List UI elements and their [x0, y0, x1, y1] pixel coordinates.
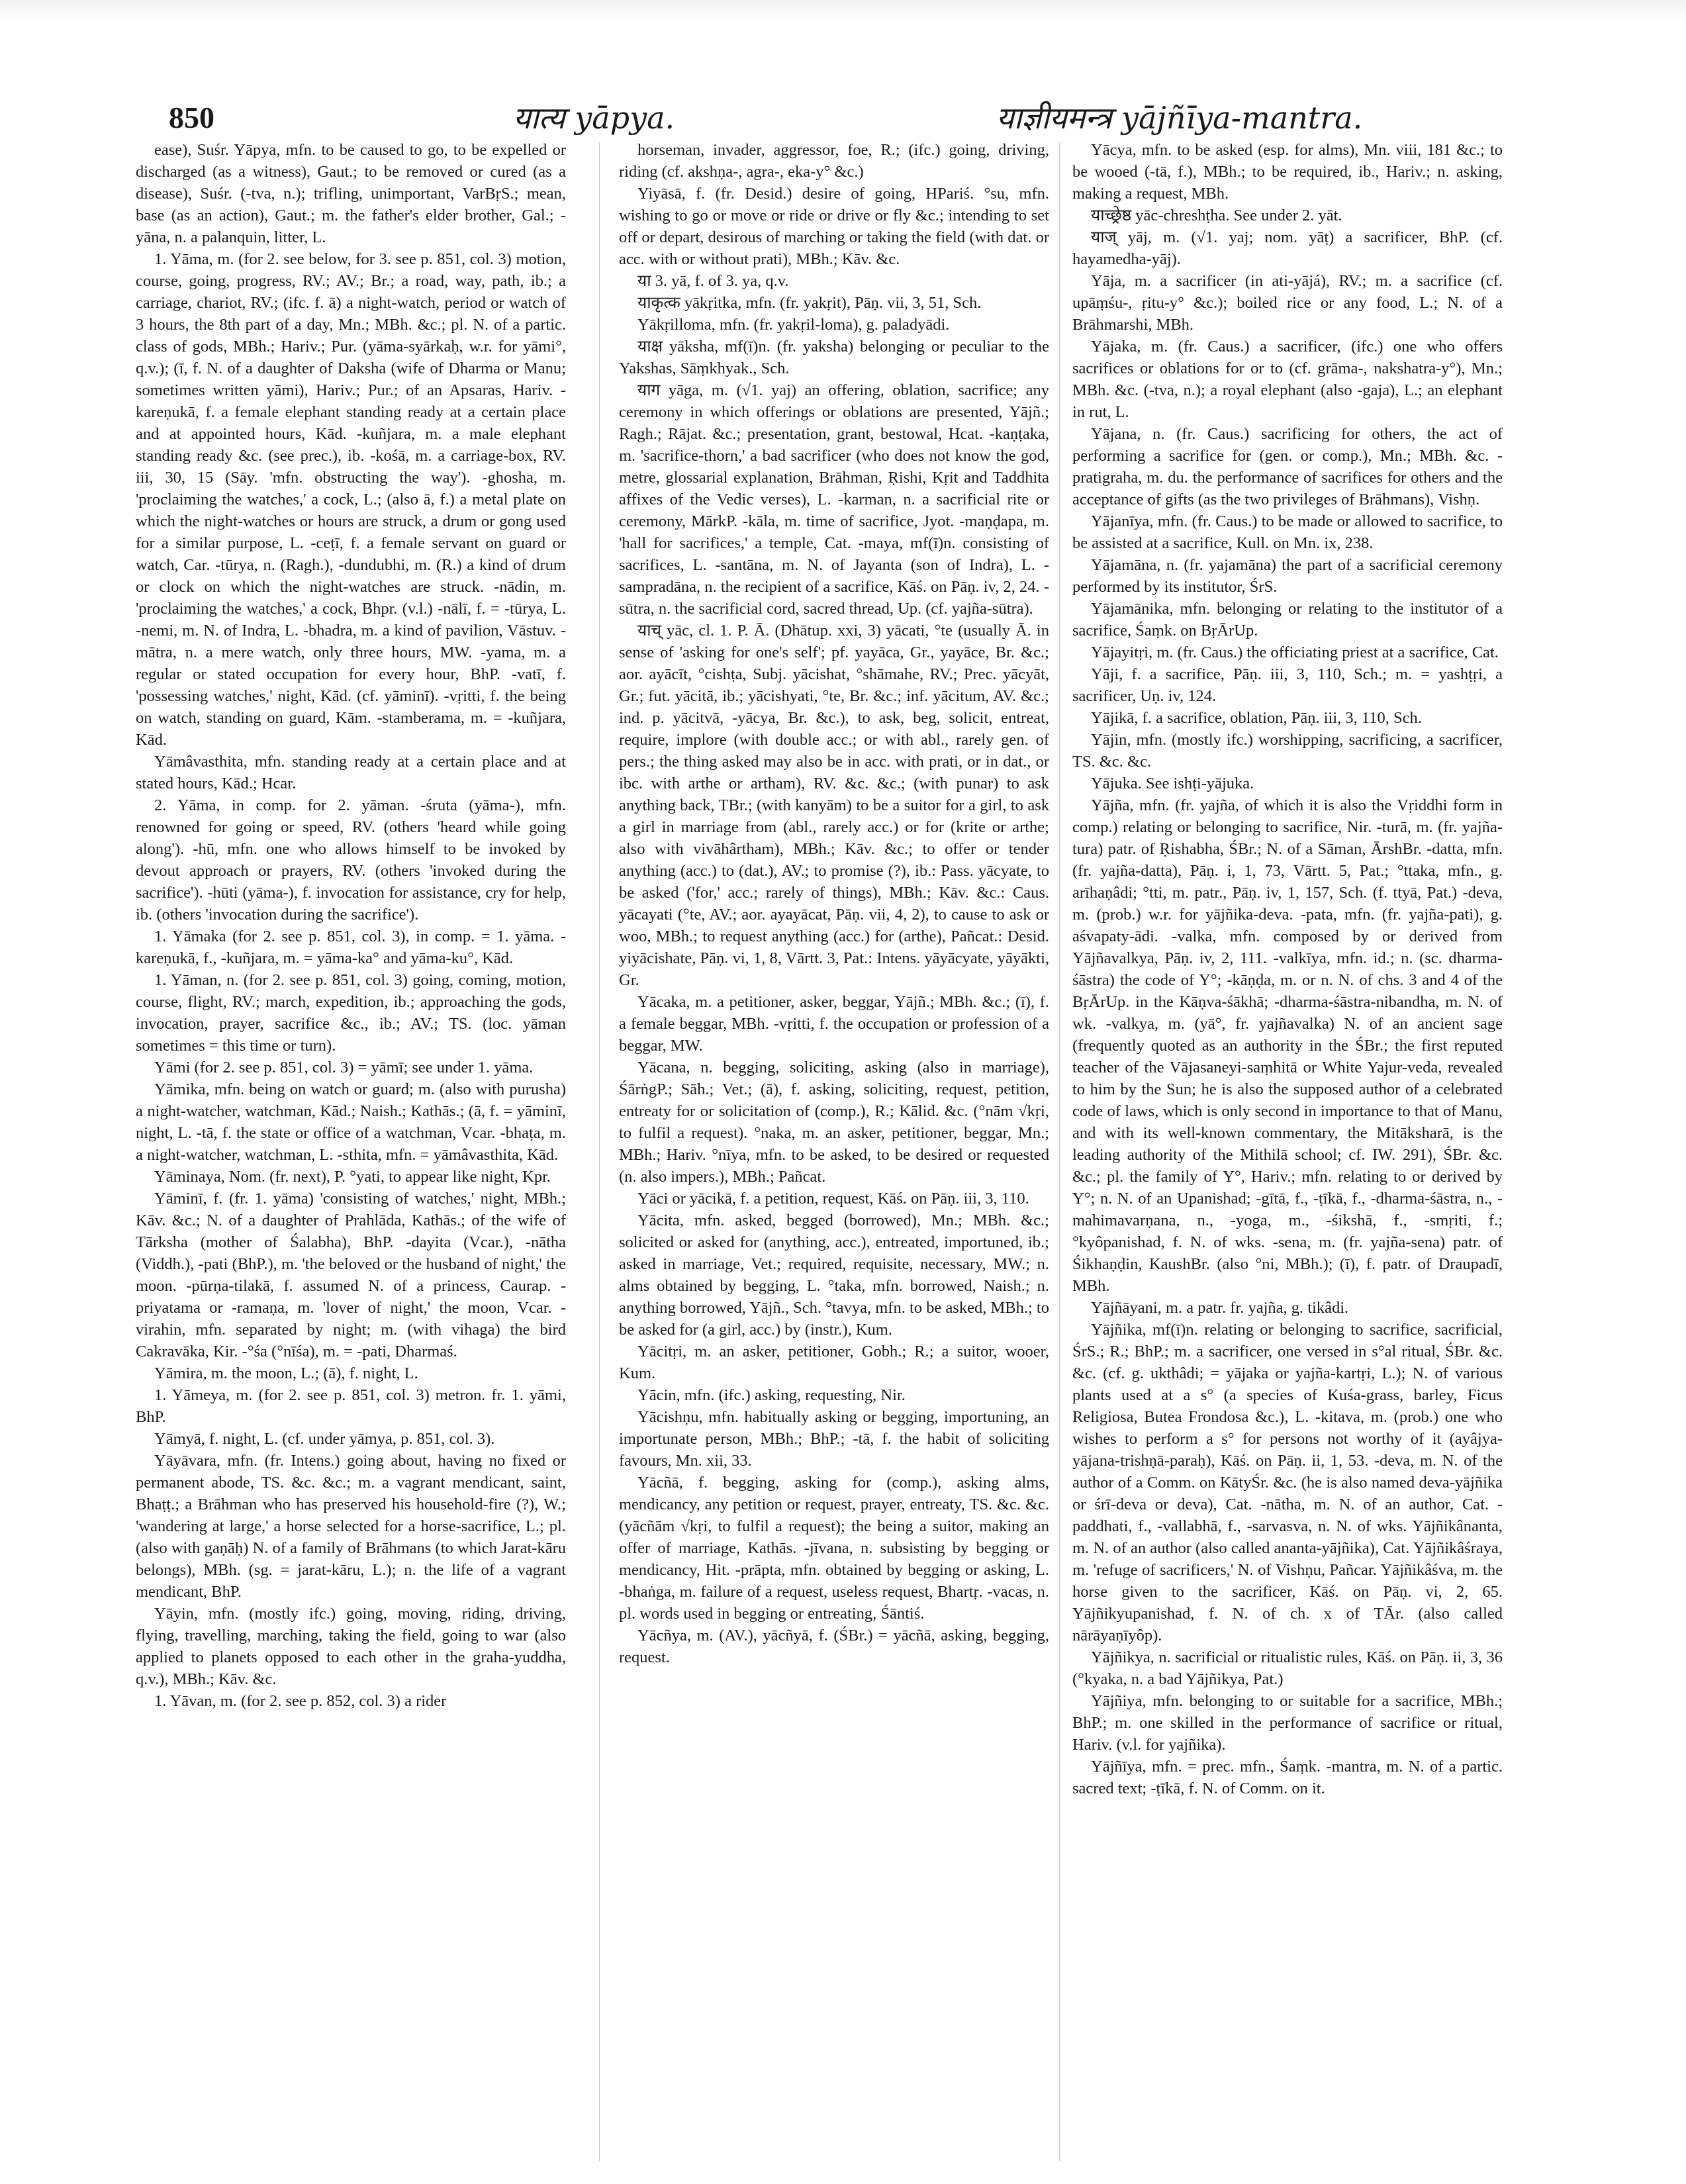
- guide-word-left: यात्य yāpya.: [513, 100, 675, 136]
- dictionary-entry: Yājñiya, mfn. belonging to or suitable for a sacrifice, MBh.; BhP.; m. one skilled in the performance of sacrifice or ritual, Hariv. (v.l. for yajñika).: [1072, 1692, 1503, 1754]
- dictionary-entry: याच्छ्रेष्ठ yāc-chreshṭha. See under 2. yāt.: [1091, 207, 1342, 224]
- dictionary-entry: Yājanīya, mfn. (fr. Caus.) to be made or allowed to sacrifice, to be assisted at a sacrifice, Kull. on Mn. ix, 238.: [1072, 512, 1503, 552]
- scan-edge: [0, 0, 1686, 23]
- dictionary-entry: Yācin, mfn. (ifc.) asking, requesting, Nir.: [637, 1386, 906, 1404]
- dictionary-entry: Yājin, mfn. (mostly ifc.) worshipping, sacrificing, a sacrificer, TS. &c. &c.: [1072, 731, 1503, 771]
- dictionary-entry: Yācana, n. begging, soliciting, asking (also in marriage), ŚārṅgP.; Sāh.; Vet.; (ā), f. asking, soliciting, request, petition, entreaty for or solicitation of (comp.), R.; Kālid. &c. (°nām √kṛi, to fulfil a request). °naka, m. an asker, petitioner, beggar, Mn.; MBh.; Hariv. °nīya, mfn. to be asked, to be desired or requested (n. also impers.), MBh.; Pañcat.: [619, 1059, 1049, 1186]
- column-divider: [599, 142, 600, 2161]
- dictionary-entry: Yājñika, mf(ī)n. relating or belonging to sacrifice, sacrificial, ŚrS.; R.; BhP.; m. a sacrificer, one versed in s°al ritual, ŚBr. &c. &c. (cf. g. ukthâdi; = yājaka or yajña-kartṛi, L.); N. of various plants used at a s° (a species of Kuśa-grass, barley, Ficus Religiosa, Butea Frondosa &c.), L. -kitava, m. (prob.) one who wishes to perform a s° for persons not worthy of it (ayâjya-yājana-trishṇā-paraḥ), Kāś. on Pāṇ. ii, 1, 53. -deva, m. N. of the author of a Comm. on KātyŚr. &c. (he is also named deva-yājñika or śrī-deva or deva), Cat. -nātha, m. N. of an author, Cat. -paddhati, f., -vallabhā, f., -sarvasva, n. N. of wks. Yājñikânanta, m. N. of an author (also called ananta-yājñika), Cat. Yājñikâśraya, m. 'refuge of sacrificers,' N. of Vishṇu, Pañcar. Yājñikâśva, m. the horse given to the sacrificer, Kāś. on Pāṇ. vi, 2, 65. Yājñikyupanishad, f. N. of ch. x of TĀr. (also called nārāyaṇīyôp).: [1072, 1321, 1503, 1644]
- column-divider: [1059, 142, 1060, 2161]
- dictionary-entry: Yācñya, m. (AV.), yācñyā, f. (ŚBr.) = yācñā, asking, begging, request.: [619, 1627, 1049, 1666]
- dictionary-entry: Yācishṇu, mfn. habitually asking or begging, importuning, an importunate person, MBh.; BhP.; -tā, f. the habit of soliciting favours, Mn. xii, 33.: [619, 1408, 1049, 1470]
- dictionary-entry: 1. Yāmeya, m. (for 2. see p. 851, col. 3) metron. fr. 1. yāmi, BhP.: [136, 1386, 566, 1426]
- dictionary-column-3: [1072, 139, 1503, 2165]
- dictionary-entry: Yāyāvara, mfn. (fr. Intens.) going about, having no fixed or permanent abode, TS. &c. &c.; m. a vagrant mendicant, saint, Bhaṭṭ.; a Brāhman who has preserved his household-fire (?), W.; 'wandering at large,' a horse selected for a horse-sacrifice, L.; pl. (also with gaṇāḥ) N. of a family of Brāhmans (to which Jarat-kāru belongs), MBh. (sg. = jarat-kāru, L.); n. the life of a vagrant mendicant, BhP.: [136, 1452, 566, 1601]
- dictionary-entry: Yājña, mfn. (fr. yajña, of which it is also the Vṛiddhi form in comp.) relating or belonging to sacrifice, Nir. -turā, m. (fr. yajña-tura) patr. of Ṛishabha, ŚBr.; N. of a Sāman, ĀrshBr. -datta, mfn. (fr. yajña-datta), Pāṇ. i, 1, 73, Vārtt. 5, Pat.; °ttaka, mfn., g. arīhaṇâdi; °tti, m. patr., Pāṇ. iv, 1, 157, Sch. (f. ttyā, Pat.) -deva, m. (prob.) w.r. for yājñika-deva. -pata, mfn. (fr. yajña-pati), g. aśvapaty-ādi. -valka, mfn. composed by or derived from Yājñavalkya, Pāṇ. iv, 2, 111. -valkīya, mfn. id.; n. (sc. dharma-śāstra) the code of Y°; -kāṇḍa, m. or n. N. of chs. 3 and 4 of the BṛĀrUp. in the Kāṇva-śākhā; -dharma-śāstra-nibandha, m. N. of wk. -valkya, m. (yā°, fr. yajñavalka) N. of an ancient sage (frequently quoted as an authority in the ŚBr.; the first reputed teacher of the Vājasaneyi-saṃhitā or White Yajur-veda, revealed to him by the Sun; he is also the supposed author of a celebrated code of laws, which is only second in importance to that of Manu, and with its well-known commentary, the Mitāksharā, is the leading authority of the Mithilā school; cf. IW. 291), ŚBr. &c. &c.; pl. the family of Y°, Hariv.; mfn. relating to or derived by Y°; n. N. of an Upanishad; -gītā, f., -ṭīkā, f., -dharma-śāstra, n., -mahimavarṇana, n., -yoga, m., -śikshā, f., -smṛiti, f.; °kyôpanishad, f. N. of wks. -sena, m. (fr. yajña-sena) patr. of Śikhaṇḍin, KaushBr. (also °ni, MBh.); (ī), f. patr. of Draupadī, MBh.: [1072, 796, 1503, 1295]
- dictionary-entry: Yāja, m. a sacrificer (in ati-yājá), RV.; m. a sacrifice (cf. upāṃśu-, ṛitu-y° &c.); boiled rice or any food, L.; N. of a Brāhmarshi, MBh.: [1072, 272, 1503, 334]
- dictionary-entry: 1. Yāmaka (for 2. see p. 851, col. 3), in comp. = 1. yāma. -kareṇukā, f., -kuñjara, m. = yāma-ka° and yāma-ku°, Kād.: [136, 927, 566, 967]
- dictionary-entry: Yājana, n. (fr. Caus.) sacrificing for others, the act of performing a sacrifice for (gen. or comp.), Mn.; MBh. &c. -pratigraha, m. du. the performance of sacrifices for others and the acceptance of gifts (as the two privileges of Brāhmans), Vishṇ.: [1072, 425, 1503, 508]
- dictionary-entry: Yājayitṛi, m. (fr. Caus.) the officiating priest at a sacrifice, Cat.: [1091, 643, 1499, 661]
- dictionary-entry: Yājuka. See ishṭi-yājuka.: [1091, 775, 1254, 792]
- dictionary-entry: याक्ष yāksha, mf(ī)n. (fr. yaksha) belonging or peculiar to the Yakshas, Sāṃkhyak., Sch.: [619, 338, 1049, 377]
- dictionary-entry: याकृत्क yākṛitka, mfn. (fr. yakṛit), Pāṇ. vii, 3, 51, Sch.: [637, 294, 982, 312]
- dictionary-entry: याज् yāj, m. (√1. yaj; nom. yāṭ) a sacrificer, BhP. (cf. hayamedha-yāj).: [1072, 228, 1503, 268]
- dictionary-entry: Yāji, f. a sacrifice, Pāṇ. iii, 3, 110, Sch.; m. = yashṭṛi, a sacrificer, Uṇ. iv, 124.: [1072, 665, 1503, 705]
- dictionary-entry: या 3. yā, f. of 3. ya, q.v.: [637, 272, 789, 290]
- dictionary-entry: Yāmâvasthita, mfn. standing ready at a certain place and at stated hours, Kād.; Hcar.: [136, 753, 566, 792]
- dictionary-entry: Yājñikya, n. sacrificial or ritualistic rules, Kāś. on Pāṇ. ii, 3, 36 (°kyaka, n. a bad Yājñikya, Pat.): [1072, 1648, 1503, 1688]
- dictionary-entry: Yākṛilloma, mfn. (fr. yakṛil-loma), g. paladyādi.: [637, 316, 950, 334]
- dictionary-entry: Yājamānika, mfn. belonging or relating to the institutor of a sacrifice, Śaṃk. on BṛĀrUp.: [1072, 600, 1503, 640]
- dictionary-entry: Yācita, mfn. asked, begged (borrowed), Mn.; MBh. &c.; solicited or asked for (anything, acc.), entreated, importuned, ib.; asked in marriage, Vet.; required, requisite, necessary, MW.; n. alms obtained by begging, L. °taka, mfn. borrowed, Naish.; n. anything borrowed, Yājñ., Sch. °tavya, mfn. to be asked, MBh.; to be asked for (a girl, acc.) by (instr.), Kum.: [619, 1211, 1049, 1339]
- dictionary-entry: Yāmyā, f. night, L. (cf. under yāmya, p. 851, col. 3).: [154, 1430, 495, 1448]
- dictionary-entry: 1. Yāman, n. (for 2. see p. 851, col. 3) going, coming, motion, course, flight, RV.; march, expedition, ib.; approaching the gods, invocation, prayer, sacrifice &c., ib.; AV.; TS. (loc. yāman sometimes = this time or turn).: [136, 971, 566, 1055]
- page-number: 850: [169, 101, 214, 134]
- dictionary-entry: Yāmika, mfn. being on watch or guard; m. (also with purusha) a night-watcher, watchman, Kād.; Naish.; Kathās.; (ā, f. = yāminī, night, L. -tā, f. the state or office of a watchman, Vcar. -bhaṭa, m. a night-watcher, watchman, L. -sthita, mfn. = yāmâvasthita, Kād.: [136, 1080, 566, 1164]
- dictionary-entry: Yājñīya, mfn. = prec. mfn., Śaṃk. -mantra, m. N. of a partic. sacred text; -ṭīkā, f. N. of Comm. on it.: [1072, 1758, 1503, 1797]
- dictionary-column-2: [619, 139, 1049, 2165]
- dictionary-entry: Yāmi (for 2. see p. 851, col. 3) = yāmī; see under 1. yāma.: [154, 1059, 534, 1076]
- dictionary-entry: Yāci or yācikā, f. a petition, request, Kāś. on Pāṇ. iii, 3, 110.: [637, 1190, 1029, 1208]
- dictionary-entry: Yājamāna, n. (fr. yajamāna) the part of a sacrificial ceremony performed by its institutor, ŚrS.: [1072, 556, 1503, 596]
- dictionary-entry: 2. Yāma, in comp. for 2. yāman. -śruta (yāma-), mfn. renowned for going or speed, RV. (others 'heard while going along'). -hū, mfn. one who allows himself to be invoked by devout approach or prayers, RV. (others 'invoked during the sacrifice'). -hūti (yāma-), f. invocation for assistance, cry for help, ib. (others 'invocation during the sacrifice').: [136, 796, 566, 924]
- dictionary-entry: Yājñāyani, m. a patr. fr. yajña, g. tikâdi.: [1091, 1299, 1349, 1317]
- dictionary-entry: Yiyāsā, f. (fr. Desid.) desire of going, HPariś. °su, mfn. wishing to go or move or ride or drive or fly &c.; intending to set off or depart, desirous of marching or taking the field (with dat. or acc. with or without prati), MBh.; Kāv. &c.: [619, 185, 1049, 268]
- dictionary-entry: Yācitṛi, m. an asker, petitioner, Gobh.; R.; a suitor, wooer, Kum.: [619, 1343, 1049, 1382]
- dictionary-entry: Yāyin, mfn. (mostly ifc.) going, moving, riding, driving, flying, travelling, marching, taking the field, going to war (also applied to planets opposed to each other in the graha-yuddha, q.v.), MBh.; Kāv. &c.: [136, 1605, 566, 1688]
- dictionary-entry: 1. Yāma, m. (for 2. see below, for 3. see p. 851, col. 3) motion, course, going, progress, RV.; AV.; Br.; a road, way, path, ib.; a carriage, chariot, RV.; (ifc. f. ā) a night-watch, period or watch of 3 hours, the 8th part of a day, Mn.; MBh. &c.; pl. N. of a partic. class of gods, MBh.; Hariv.; Pur. (yāma-syārkaḥ, w.r. for yāmi°, q.v.); (ī, f. N. of a daughter of Daksha (wife of Dharma or Manu; sometimes written yāmi), Hariv.; Pur.; of an Apsaras, Hariv. -kareṇukā, f. a female elephant standing ready at a certain place and at appointed hours, Kād. -kuñjara, m. a male elephant standing ready &c. (see prec.), ib. -kośā, m. a carriage-box, RV. iii, 30, 15 (Sāy. 'mfn. obstructing the way'). -ghosha, m. 'proclaiming the watches,' a cock, L.; (also ā, f.) a metal plate on which the night-watches or hours are struck, a drum or gong used for a similar purpose, L. -ceṭī, f. a female servant on guard or watch, Car. -tūrya, n. (Ragh.), -dundubhi, m. (R.) a kind of drum or clock on which the night-watches are struck. -nādin, m. 'proclaiming the watches,' a cock, Bhpr. (v.l.) -nālī, f. = -tūrya, L. -nemi, m. N. of Indra, L. -bhadra, m. a kind of pavilion, Vāstuv. -mātra, n. a mere watch, only three hours, MW. -yama, m. a regular or stated occupation for every hour, BhP. -vatī, f. 'possessing watches,' night, Kād. (cf. yāminī). -vṛitti, f. the being on watch, standing on guard, Kām. -stamberama, m. = -kuñjara, Kād.: [136, 250, 566, 749]
- dictionary-entry: Yācñā, f. begging, asking for (comp.), asking alms, mendicancy, any petition or request, prayer, entreaty, TS. &c. &c. (yācñām √kṛi, to fulfil a request); the being a suitor, making an offer of marriage, Kathās. -jīvana, n. subsisting by begging or mendicancy, Hit. -prāpta, mfn. obtained by begging or asking, L. -bhaṅga, m. failure of a request, useless request, Bhartṛ. -vacas, n. pl. words used in begging or entreating, Śāntiś.: [619, 1474, 1049, 1623]
- dictionary-entry: याच् yāc, cl. 1. P. Ā. (Dhātup. xxi, 3) yācati, °te (usually Ā. in sense of 'asking for one's self'; pf. yayāca, Gr., yayāce, Br. &c.; aor. ayācīt, °cishṭa, Subj. yācishat, °shāmahe, RV.; Prec. yācyāt, Gr.; fut. yācitā, ib.; yācishyati, °te, Br. &c.; inf. yācitum, AV. &c.; ind. p. yācitvā, -yācya, Br. &c.), to ask, beg, solicit, entreat, require, implore (with double acc.; or with abl., rarely gen. of pers.; the thing asked may also be in acc. with prati, or in dat., or ibc. with arthe or artham), RV. &c. &c.; (with punar) to ask anything back, TBr.; (with kanyām) to be a suitor for a girl, to ask a girl in marriage from (abl., rarely acc.) or for (krite or arthe; also with vivāhârtham), MBh.; Kāv. &c.; to offer or tender anything (acc.) to (dat.), AV.; to promise (?), ib.: Pass. yācyate, to be asked ('for,' acc.; rarely of things), MBh.; Kāv. &c.: Caus. yācayati (°te, AV.; aor. ayayācat, Pāṇ. vii, 4, 2), to cause to ask or woo, MBh.; to request anything (acc.) for (arthe), Pañcat.: Desid. yiyācishate, Pāṇ. vi, 1, 8, Vārtt. 3, Pat.: Intens. yāyācyate, yāyākti, Gr.: [619, 622, 1049, 989]
- dictionary-entry: Yāminī, f. (fr. 1. yāma) 'consisting of watches,' night, MBh.; Kāv. &c.; N. of a daughter of Prahlāda, Kathās.; of the wife of Tārksha (mother of Śalabha), BhP. -dayita (Vcar.), -nātha (Viddh.), -pati (BhP.), m. 'the beloved or the husband of night,' the moon. -pūrṇa-tilakā, f. assumed N. of a princess, Caurap. -priyatama or -ramaṇa, m. 'lover of night,' the moon, Vcar. -virahin, mfn. separated by night; m. (with vihaga) the bird Cakravāka, Kir. -°śa (°nīśa), m. = -pati, Dharmaś.: [136, 1190, 566, 1360]
- dictionary-column-1: [136, 139, 566, 2165]
- dictionary-entry: horseman, invader, aggressor, foe, R.; (ifc.) going, driving, riding (cf. akshṇa-, agra-, eka-y° &c.): [619, 141, 1049, 181]
- dictionary-entry: Yājaka, m. (fr. Caus.) a sacrificer, (ifc.) one who offers sacrifices or oblations for or to (cf. grāma-, nakshatra-y°), Mn.; MBh. &c. (-tva, n.); a royal elephant (also -gaja), L.; an elephant in rut, L.: [1072, 338, 1503, 421]
- dictionary-entry: Yācya, mfn. to be asked (esp. for alms), Mn. viii, 181 &c.; to be wooed (-tā, f.), MBh.; to be required, ib., Hariv.; n. asking, making a request, MBh.: [1072, 141, 1503, 203]
- dictionary-entry: याग yāga, m. (√1. yaj) an offering, oblation, sacrifice; any ceremony in which offerings or oblations are presented, Yājñ.; Ragh.; Rājat. &c.; presentation, grant, bestowal, Hcat. -kaṇṭaka, m. 'sacrifice-thorn,' a bad sacrificer (who does not know the god, metre, glossarial explanation, Brāhman, Ṛishi, Kṛit and Taddhita affixes of the Vedic verses), L. -karman, n. a sacrificial rite or ceremony, MārkP. -kāla, m. time of sacrifice, Jyot. -maṇḍapa, m. 'hall for sacrifices,' a temple, Cat. -maya, mf(ī)n. consisting of sacrifices, L. -santāna, m. N. of Jayanta (son of Indra), L. -sampradāna, n. the recipient of a sacrifice, Kāś. on Pāṇ. iv, 2, 24. -sūtra, n. the sacrificial cord, sacred thread, Up. (cf. yajña-sūtra).: [619, 381, 1049, 618]
- dictionary-entry: Yāmira, m. the moon, L.; (ā), f. night, L.: [154, 1364, 418, 1382]
- guide-word-right: याज्ञीयमन्त्र yājñīya-mantra.: [996, 100, 1363, 136]
- dictionary-entry: Yāminaya, Nom. (fr. next), P. °yati, to appear like night, Kpr.: [154, 1168, 551, 1186]
- dictionary-entry: ease), Suśr. Yāpya, mfn. to be caused to go, to be expelled or discharged (as a witness), Gaut.; to be removed or cured (as a disease), Suśr. (-tva, n.); trifling, unimportant, VarBṛS.; mean, base (as an action), Gaut.; m. the father's elder brother, Gal.; -yāna, n. a palanquin, litter, L.: [136, 141, 566, 246]
- dictionary-entry: Yācaka, m. a petitioner, asker, beggar, Yājñ.; MBh. &c.; (ī), f. a female beggar, MBh. -vṛitti, f. the occupation or profession of a beggar, MW.: [619, 993, 1049, 1055]
- dictionary-entry: 1. Yāvan, m. (for 2. see p. 852, col. 3) a rider: [154, 1692, 447, 1710]
- dictionary-entry: Yājikā, f. a sacrifice, oblation, Pāṇ. iii, 3, 110, Sch.: [1091, 709, 1422, 727]
- page-header: [169, 91, 1499, 144]
